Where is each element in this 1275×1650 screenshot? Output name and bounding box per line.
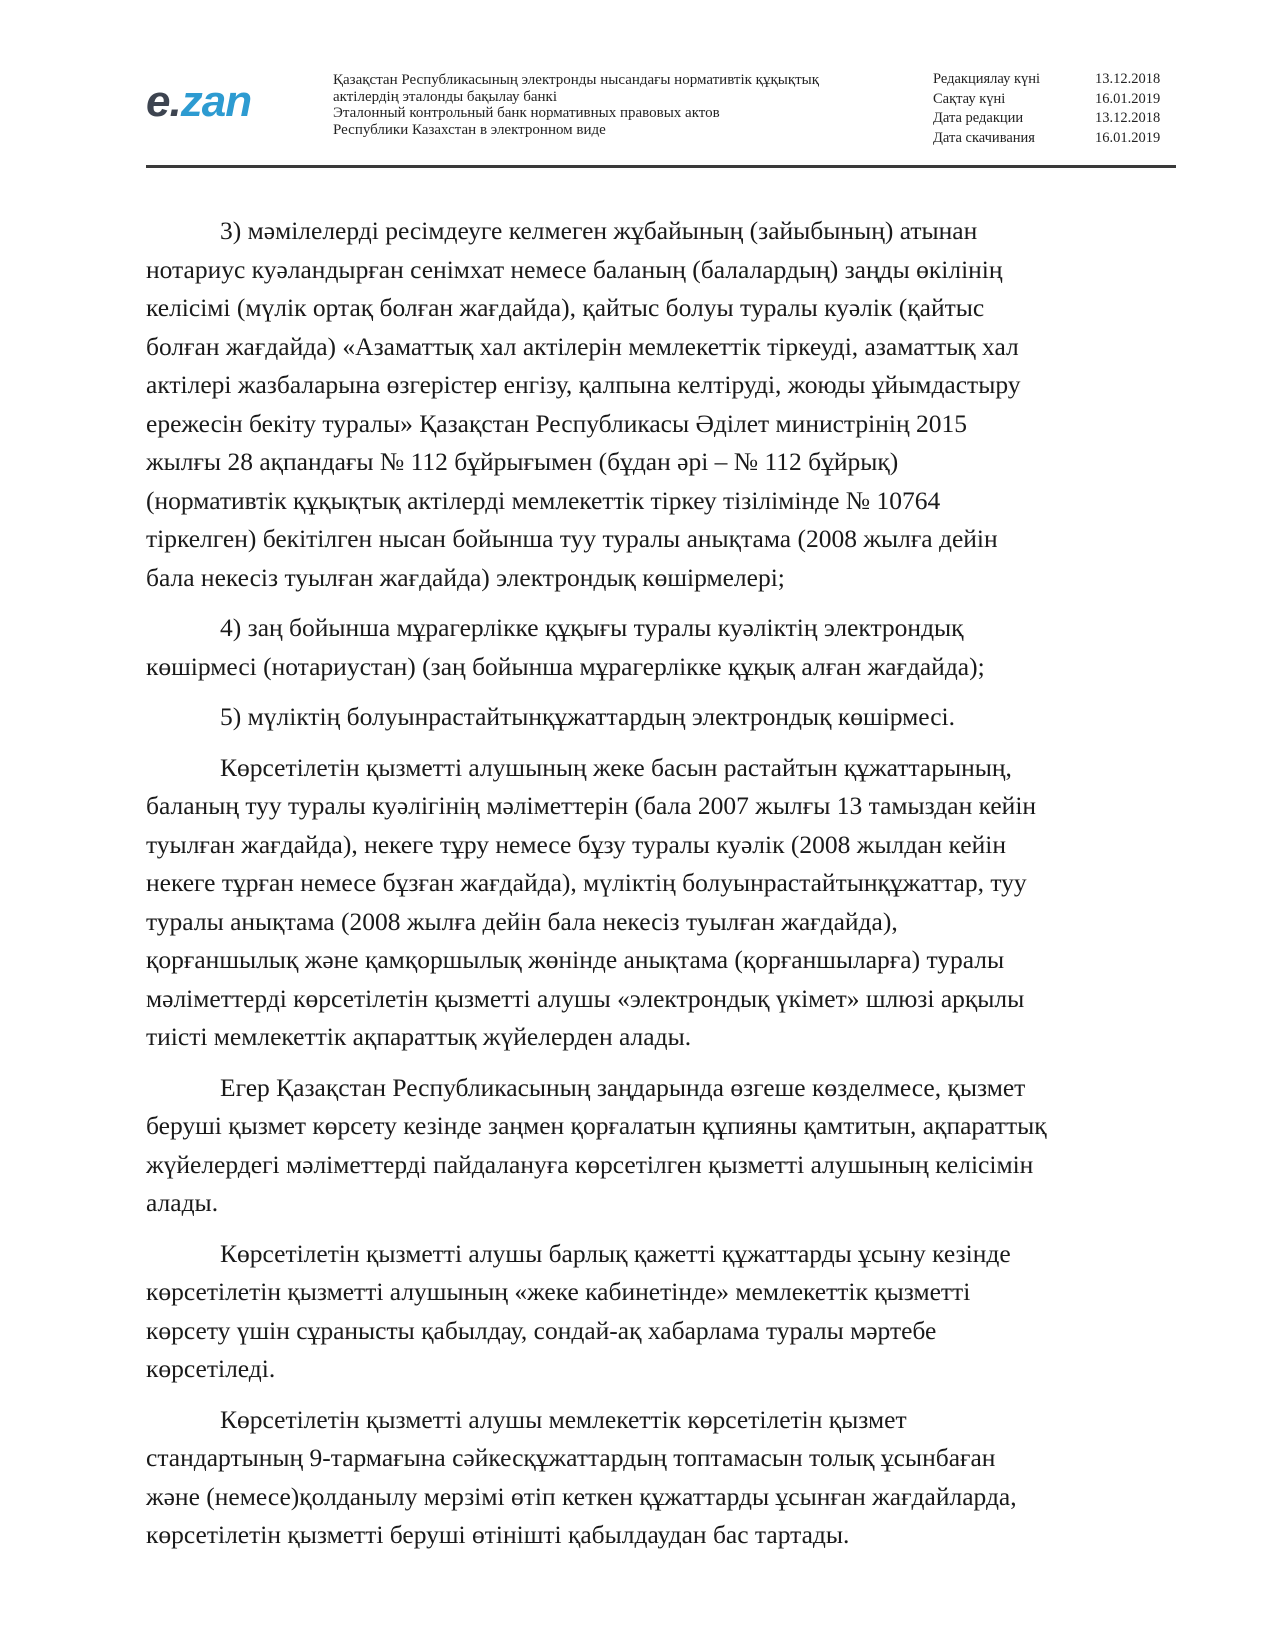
meta-label: Дата скачивания xyxy=(933,129,1035,146)
paragraph-line: мәліметтерді көрсетілетін қызметті алушы «электрондық үкімет» шлюзі арқылы xyxy=(146,983,1025,1013)
bank-title xyxy=(333,72,893,138)
paragraph-line: (нормативтік құқықтық актілерді мемлекеттік тіркеу тізілімінде № 10764 xyxy=(146,485,941,515)
paragraph-line: келісімі (мүлік ортақ болған жағдайда), қайтыс болуы туралы куәлік (қайтыс xyxy=(146,293,985,322)
bank-title-line: Эталонный контрольный банк нормативных правовых актов xyxy=(333,105,720,121)
paragraph xyxy=(146,609,1176,686)
meta-label: Редакциялау күні xyxy=(933,71,1041,87)
paragraph-line: баланың туу туралы куәлігінің мәліметтерін (бала 2007 жылғы 13 тамыздан кейін xyxy=(146,791,1037,820)
paragraph-line: Көрсетілетін қызметті алушының жеке басын растайтын құжаттарының, xyxy=(220,752,1012,782)
meta-row xyxy=(933,109,1175,129)
bank-title-line: актілердің эталонды бақылау банкі xyxy=(333,88,557,105)
paragraph-line: жүйелердегі мәліметтерді пайдалануға көрсетілген қызметті алушының келісімін xyxy=(146,1149,1034,1179)
paragraph-line: Көрсетілетін қызметті алушы барлық қажетті құжаттарды ұсыну кезінде xyxy=(220,1238,1011,1268)
meta-value: 16.01.2019 xyxy=(1095,129,1161,146)
paragraph xyxy=(146,749,1176,1057)
paragraph xyxy=(146,698,1176,737)
paragraph-line: ережесін бекіту туралы» Қазақстан Республикасы Әділет министрінің 2015 xyxy=(146,408,967,438)
document-body xyxy=(146,212,1176,1567)
paragraph-line: алады. xyxy=(146,1188,219,1217)
meta-row xyxy=(933,70,1175,90)
paragraph xyxy=(146,1235,1176,1389)
document-header xyxy=(146,66,1176,166)
paragraph-line: және (немесе)қолданылу мерзімі өтіп кеткен құжаттарды ұсынған жағдайларда, xyxy=(146,1481,1017,1511)
paragraph-line: болған жағдайда) «Азаматтық хал актілерін мемлекеттік тіркеуді, азаматтық хал xyxy=(146,331,1019,361)
paragraph-line: туралы анықтама (2008 жылға дейін бала некесіз туылған жағдайда), xyxy=(146,906,898,936)
paragraph-line: Көрсетілетін қызметті алушы мемлекеттік көрсетілетін қызмет xyxy=(220,1404,907,1434)
logo-dot: . xyxy=(169,77,181,126)
meta-row xyxy=(933,129,1175,149)
logo-e: e xyxy=(146,77,170,126)
meta-row xyxy=(933,90,1175,110)
paragraph-line: 4) заң бойынша мұрагерлікке құқығы туралы куәліктің электрондық xyxy=(220,613,964,642)
paragraph-line: тіркелген) бекітілген нысан бойынша туу туралы анықтама (2008 жылға дейін xyxy=(146,524,998,553)
document-meta xyxy=(933,70,1175,148)
meta-label: Сақтау күні xyxy=(933,90,1006,107)
paragraph-line: жылғы 28 ақпандағы № 112 бұйрығымен (бұдан әрі – № 112 бұйрық) xyxy=(146,447,899,476)
header-divider xyxy=(146,165,1176,168)
paragraph-line: 5) мүліктің болуынрастайтынқұжаттардың электрондық көшірмесі. xyxy=(220,702,956,731)
meta-value: 13.12.2018 xyxy=(1095,110,1161,126)
paragraph xyxy=(146,1069,1176,1223)
paragraph-line: көшірмесі (нотариустан) (заң бойынша мұрагерлікке құқық алған жағдайда); xyxy=(146,651,985,681)
meta-value: 16.01.2019 xyxy=(1095,90,1161,107)
paragraph-line: некеге тұрған немесе бұзған жағдайда), мүліктің болуынрастайтынқұжаттар, туу xyxy=(146,868,1027,897)
ezan-logo[interactable] xyxy=(146,77,252,126)
bank-title-line: Қазақстан Республикасының электронды нысандағы нормативтік құқықтық xyxy=(333,72,820,88)
paragraph-line: стандартының 9-тармағына сәйкесқұжаттардың топтамасын толық ұсынбаған xyxy=(146,1443,996,1472)
logo-zan: zan xyxy=(180,77,252,126)
paragraph-line: беруші қызмет көрсету кезінде заңмен қорғалатын құпияны қамтитын, ақпараттық xyxy=(146,1111,1047,1140)
paragraph xyxy=(146,212,1176,597)
paragraph-line: нотариус куәландырған сенімхат немесе баланың (балалардың) заңды өкілінің xyxy=(146,254,1003,284)
paragraph-line: көрсетілетін қызметті беруші өтінішті қабылдаудан бас тартады. xyxy=(146,1520,850,1549)
meta-value: 13.12.2018 xyxy=(1095,71,1161,87)
paragraph-line: актілері жазбаларына өзгерістер енгізу, қалпына келтіруді, жоюды ұйымдастыру xyxy=(146,370,1021,399)
paragraph-line: 3) мәмілелерді ресімдеуге келмеген жұбайының (зайыбының) атынан xyxy=(220,216,978,245)
paragraph-line: тиісті мемлекеттік ақпараттық жүйелерден алады. xyxy=(146,1022,692,1051)
paragraph-line: көрсетілетін қызметті алушының «жеке кабинетінде» мемлекеттік қызметті xyxy=(146,1277,971,1306)
paragraph xyxy=(146,1401,1176,1555)
paragraph-line: туылған жағдайда), некеге тұру немесе бұзу туралы куәлік (2008 жылдан кейін xyxy=(146,829,1006,859)
paragraph-line: қорғаншылық және қамқоршылық жөнінде анықтама (қорғаншыларға) туралы xyxy=(146,945,1005,974)
paragraph-line: бала некесіз туылған жағдайда) электрондық көшірмелері; xyxy=(146,562,785,592)
paragraph-line: көрсету үшін сұранысты қабылдау, сондай-ақ хабарлама туралы мәртебе xyxy=(146,1315,937,1345)
paragraph-line: көрсетіледі. xyxy=(146,1354,276,1383)
meta-label: Дата редакции xyxy=(933,110,1024,126)
paragraph-line: Егер Қазақстан Республикасының заңдарында өзгеше көзделмесе, қызмет xyxy=(220,1072,1026,1102)
bank-title-line: Республики Казахстан в электронном виде xyxy=(333,121,606,138)
